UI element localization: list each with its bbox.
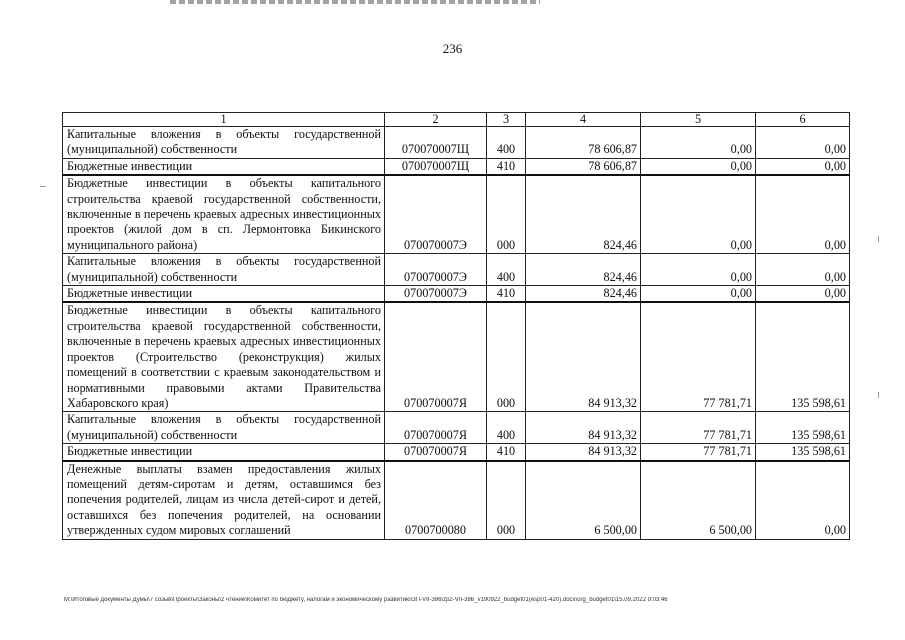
row-expense-type-cell: 400 xyxy=(487,254,526,286)
table-row xyxy=(63,254,850,286)
row-amount-col6-cell: 0,00 xyxy=(756,254,850,286)
row-name-cell: Бюджетные инвестиции xyxy=(63,444,385,461)
row-expense-type-cell: 400 xyxy=(487,127,526,159)
row-amount-col5-cell: 0,00 xyxy=(641,158,756,175)
row-code-cell: 070070007Щ xyxy=(385,127,487,159)
row-amount-col4-cell: 6 500,00 xyxy=(526,461,641,540)
table-row xyxy=(63,412,850,444)
row-amount-col5-cell: 0,00 xyxy=(641,254,756,286)
document-file-path: M:\Итоговые документы Думы\7 созыв\Проекты\Законы\2 чтение\Комитет по бюджету, налогам и экономическому развитию\ЗП-VII-386\zp2-VII-386_v190922_budget01(esp01-420).docx\org_budget01\15.09.2022 9:03:46 xyxy=(64,597,668,603)
row-code-cell: 070070007Э xyxy=(385,286,487,303)
row-amount-col4-cell: 84 913,32 xyxy=(526,412,641,444)
row-amount-col6-cell: 135 598,61 xyxy=(756,302,850,411)
row-amount-col6-cell: 135 598,61 xyxy=(756,412,850,444)
scan-edge-mark xyxy=(878,236,879,242)
row-code-cell: 070070007Я xyxy=(385,444,487,461)
table-row xyxy=(63,444,850,461)
table-row xyxy=(63,461,850,540)
row-name-cell: Капитальные вложения в объекты государственной (муниципальной) собственности xyxy=(63,127,385,159)
row-expense-type-cell: 000 xyxy=(487,175,526,254)
row-expense-type-cell: 410 xyxy=(487,286,526,303)
row-amount-col6-cell: 0,00 xyxy=(756,175,850,254)
row-expense-type-cell: 410 xyxy=(487,444,526,461)
row-expense-type-cell: 000 xyxy=(487,461,526,540)
row-amount-col5-cell: 0,00 xyxy=(641,127,756,159)
column-header: 4 xyxy=(526,113,641,127)
table-row xyxy=(63,286,850,303)
row-amount-col4-cell: 78 606,87 xyxy=(526,158,641,175)
table-row xyxy=(63,158,850,175)
row-amount-col5-cell: 0,00 xyxy=(641,286,756,303)
scan-edge-mark xyxy=(878,392,879,398)
table-row xyxy=(63,127,850,159)
row-amount-col6-cell: 0,00 xyxy=(756,286,850,303)
table-header-row xyxy=(63,113,850,127)
row-name-cell: Бюджетные инвестиции xyxy=(63,158,385,175)
row-amount-col4-cell: 824,46 xyxy=(526,254,641,286)
row-name-cell: Бюджетные инвестиции в объекты капитального строительства краевой государственной собственности, включенные в перечень краевых адресных инвестиционных проектов (жилой дом в сп. Лермонтовка Бикинского муниципального района) xyxy=(63,175,385,254)
row-amount-col5-cell: 6 500,00 xyxy=(641,461,756,540)
row-code-cell: 0700700080 xyxy=(385,461,487,540)
row-expense-type-cell: 000 xyxy=(487,302,526,411)
column-header: 3 xyxy=(487,113,526,127)
row-name-cell: Капитальные вложения в объекты государственной (муниципальной) собственности xyxy=(63,254,385,286)
table-row xyxy=(63,302,850,411)
cropped-header-text xyxy=(170,0,540,4)
row-amount-col6-cell: 135 598,61 xyxy=(756,444,850,461)
column-header: 6 xyxy=(756,113,850,127)
row-amount-col4-cell: 78 606,87 xyxy=(526,127,641,159)
page-number: 236 xyxy=(442,41,463,56)
row-amount-col4-cell: 824,46 xyxy=(526,175,641,254)
budget-table xyxy=(62,112,850,540)
row-code-cell: 070070007Я xyxy=(385,302,487,411)
row-name-cell: Капитальные вложения в объекты государственной (муниципальной) собственности xyxy=(63,412,385,444)
row-code-cell: 070070007Я xyxy=(385,412,487,444)
column-header: 1 xyxy=(63,113,385,127)
row-code-cell: 070070007Щ xyxy=(385,158,487,175)
row-code-cell: 070070007Э xyxy=(385,254,487,286)
row-amount-col4-cell: 84 913,32 xyxy=(526,444,641,461)
row-amount-col5-cell: 77 781,71 xyxy=(641,444,756,461)
row-name-cell: Бюджетные инвестиции в объекты капитального строительства краевой государственной собственности, включенные в перечень краевых адресных инвестиционных проектов (Строительство (реконструкция) жилых помещений в соответствии с краевым законодательством и нормативными правовыми актами Правительства Хабаровского края) xyxy=(63,302,385,411)
row-amount-col6-cell: 0,00 xyxy=(756,461,850,540)
row-amount-col6-cell: 0,00 xyxy=(756,127,850,159)
row-amount-col4-cell: 824,46 xyxy=(526,286,641,303)
row-amount-col5-cell: 77 781,71 xyxy=(641,302,756,411)
row-name-cell: Денежные выплаты взамен предоставления жилых помещений детям-сиротам и детям, оставшимся без попечения родителей, лицам из числа детей-сирот и детей, оставшихся без попечения родителей, на основании утвержденных судом мировых соглашений xyxy=(63,461,385,540)
scan-edge-mark xyxy=(40,186,46,187)
row-expense-type-cell: 400 xyxy=(487,412,526,444)
row-expense-type-cell: 410 xyxy=(487,158,526,175)
row-amount-col5-cell: 77 781,71 xyxy=(641,412,756,444)
table-row xyxy=(63,175,850,254)
row-amount-col6-cell: 0,00 xyxy=(756,158,850,175)
row-amount-col5-cell: 0,00 xyxy=(641,175,756,254)
row-name-cell: Бюджетные инвестиции xyxy=(63,286,385,303)
column-header: 2 xyxy=(385,113,487,127)
row-amount-col4-cell: 84 913,32 xyxy=(526,302,641,411)
column-header: 5 xyxy=(641,113,756,127)
row-code-cell: 070070007Э xyxy=(385,175,487,254)
